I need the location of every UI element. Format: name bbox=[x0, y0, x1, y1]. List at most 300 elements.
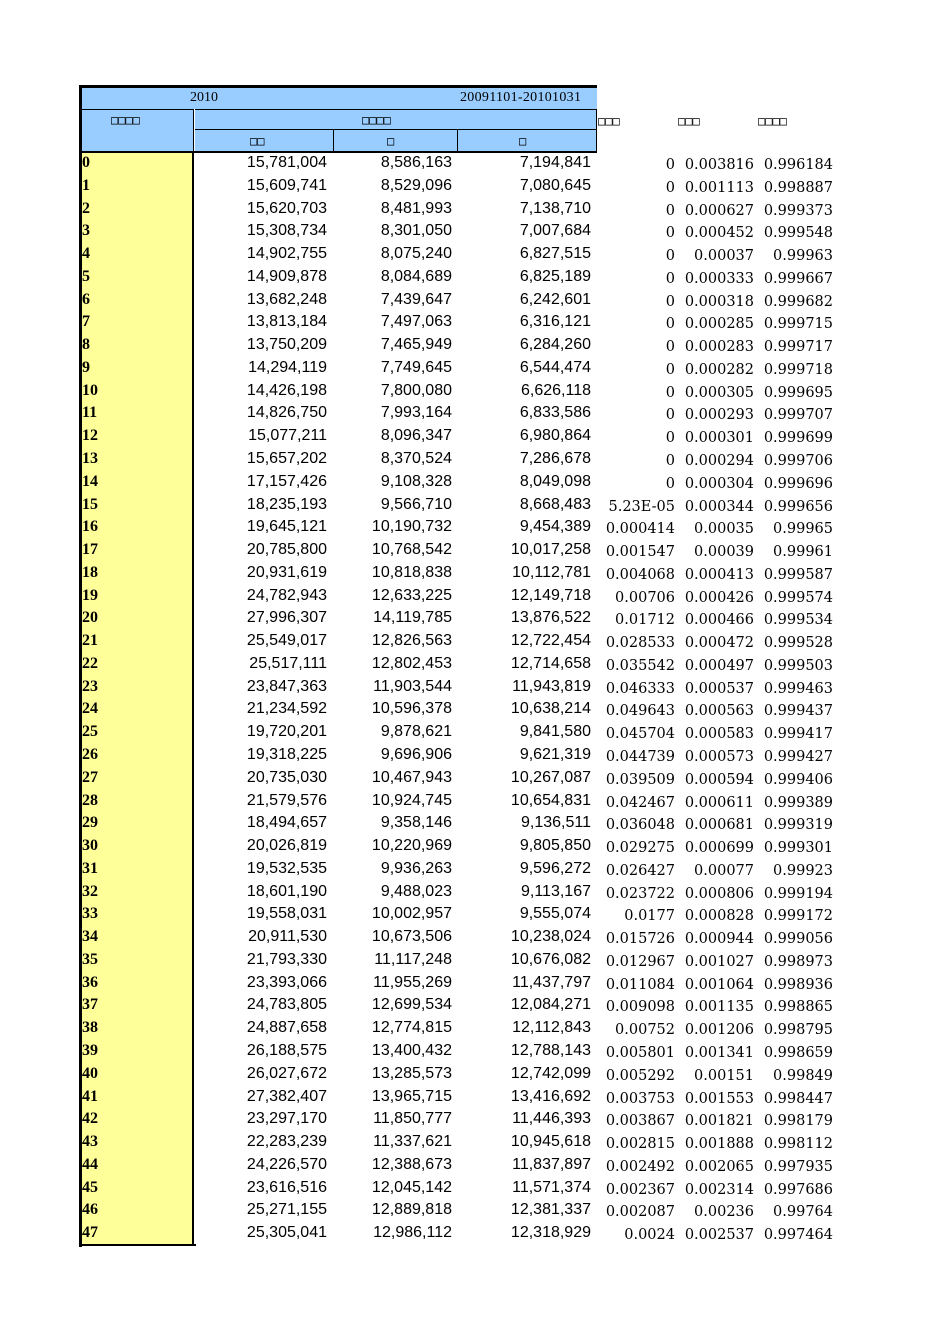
cell-r2[interactable]: 0.000344 bbox=[684, 498, 754, 515]
male-header-cell[interactable] bbox=[334, 130, 458, 152]
cell-total[interactable]: 27,382,407 bbox=[246, 1087, 327, 1105]
cell-age[interactable]: 15 bbox=[82, 495, 98, 513]
cell-r1[interactable]: 0 bbox=[665, 384, 675, 401]
cell-r3[interactable]: 0.999437 bbox=[763, 703, 833, 720]
cell-r1[interactable]: 0.005292 bbox=[605, 1067, 675, 1084]
cell-female[interactable]: 6,242,601 bbox=[519, 290, 591, 308]
cell-age[interactable]: 16 bbox=[82, 518, 98, 536]
cell-r1[interactable]: 0 bbox=[665, 407, 675, 424]
cell-total[interactable]: 19,720,201 bbox=[246, 723, 327, 741]
cell-r2[interactable]: 0.000294 bbox=[684, 453, 754, 469]
cell-male[interactable]: 12,045,142 bbox=[371, 1178, 452, 1196]
cell-male[interactable]: 7,800,080 bbox=[380, 381, 452, 399]
cell-age[interactable]: 33 bbox=[82, 905, 98, 923]
cell-female[interactable]: 8,049,098 bbox=[519, 472, 591, 490]
cell-r1[interactable]: 0.00706 bbox=[615, 589, 675, 606]
cell-female[interactable]: 6,980,864 bbox=[519, 427, 591, 445]
cell-male[interactable]: 9,936,263 bbox=[380, 859, 452, 877]
cell-r1[interactable]: 0.012967 bbox=[605, 953, 675, 970]
cell-r3[interactable]: 0.999406 bbox=[763, 771, 833, 788]
cell-r2[interactable]: 0.000413 bbox=[684, 566, 754, 583]
cell-age[interactable]: 29 bbox=[82, 814, 98, 832]
cell-r3[interactable]: 0.998865 bbox=[763, 999, 833, 1016]
cell-total[interactable]: 15,620,703 bbox=[246, 199, 327, 217]
cell-r1[interactable]: 0.044739 bbox=[605, 749, 675, 766]
cell-age[interactable]: 37 bbox=[82, 996, 98, 1014]
cell-age[interactable]: 2 bbox=[82, 199, 90, 217]
cell-female[interactable]: 10,654,831 bbox=[510, 791, 591, 809]
cell-total[interactable]: 25,271,155 bbox=[246, 1201, 327, 1219]
cell-age[interactable]: 9 bbox=[82, 358, 90, 376]
cell-total[interactable]: 14,902,755 bbox=[246, 245, 327, 263]
cell-r1[interactable]: 0 bbox=[665, 179, 675, 196]
cell-r1[interactable]: 0 bbox=[665, 225, 675, 242]
cell-r2[interactable]: 0.001064 bbox=[684, 976, 754, 993]
cell-female[interactable]: 7,080,645 bbox=[519, 176, 591, 194]
cell-age[interactable]: 1 bbox=[82, 176, 90, 194]
cell-r2[interactable]: 0.002314 bbox=[684, 1181, 754, 1198]
cell-r2[interactable]: 0.000293 bbox=[684, 407, 754, 424]
cell-r3[interactable]: 0.997464 bbox=[763, 1227, 833, 1244]
cell-r3[interactable]: 0.997686 bbox=[763, 1181, 833, 1198]
cell-total[interactable]: 13,750,209 bbox=[246, 336, 327, 354]
cell-female[interactable]: 9,555,074 bbox=[519, 905, 591, 923]
cell-r2[interactable]: 0.001027 bbox=[684, 953, 754, 970]
cell-r2[interactable]: 0.000283 bbox=[684, 339, 754, 356]
cell-r3[interactable]: 0.999696 bbox=[763, 475, 833, 492]
cell-r3[interactable]: 0.999503 bbox=[763, 657, 833, 674]
cell-r1[interactable]: 0.01712 bbox=[615, 612, 675, 629]
cell-r3[interactable]: 0.999463 bbox=[763, 680, 833, 697]
cell-r3[interactable]: 0.998659 bbox=[763, 1045, 833, 1062]
cell-total[interactable]: 15,308,734 bbox=[246, 222, 327, 240]
cell-total[interactable]: 15,781,004 bbox=[246, 154, 327, 171]
cell-r1[interactable]: 0.009098 bbox=[605, 999, 675, 1016]
cell-r2[interactable]: 0.000285 bbox=[684, 316, 754, 333]
cell-total[interactable]: 21,793,330 bbox=[246, 950, 327, 968]
cell-male[interactable]: 8,096,347 bbox=[380, 427, 452, 445]
cell-r2[interactable]: 0.000828 bbox=[684, 908, 754, 925]
cell-male[interactable]: 12,889,818 bbox=[371, 1201, 452, 1219]
cell-female[interactable]: 9,841,580 bbox=[519, 723, 591, 741]
cell-r1[interactable]: 0.023722 bbox=[605, 885, 675, 902]
census-year[interactable]: 2010 bbox=[190, 90, 218, 105]
cell-female[interactable]: 12,788,143 bbox=[510, 1042, 591, 1060]
cell-total[interactable]: 20,911,530 bbox=[248, 928, 327, 946]
cell-r1[interactable]: 0.028533 bbox=[605, 635, 675, 652]
cell-female[interactable]: 7,286,678 bbox=[519, 450, 591, 467]
cell-male[interactable]: 10,002,957 bbox=[371, 905, 452, 923]
cell-r3[interactable]: 0.999706 bbox=[763, 453, 833, 469]
cell-r3[interactable]: 0.999699 bbox=[763, 430, 833, 447]
cell-r2[interactable]: 0.000573 bbox=[684, 749, 754, 766]
cell-total[interactable]: 23,847,363 bbox=[246, 677, 327, 695]
cell-male[interactable]: 11,955,269 bbox=[373, 973, 452, 991]
cell-r3[interactable]: 0.999574 bbox=[763, 589, 833, 606]
cell-r1[interactable]: 0.0177 bbox=[624, 908, 675, 925]
cell-total[interactable]: 26,027,672 bbox=[246, 1064, 327, 1082]
cell-age[interactable]: 44 bbox=[82, 1155, 98, 1173]
cell-male[interactable]: 12,699,534 bbox=[371, 996, 452, 1014]
cell-age[interactable]: 10 bbox=[82, 381, 98, 399]
cell-r1[interactable]: 0.003867 bbox=[605, 1113, 675, 1130]
cell-age[interactable]: 42 bbox=[82, 1110, 98, 1128]
cell-female[interactable]: 11,437,797 bbox=[512, 973, 591, 991]
cell-r1[interactable]: 0.002087 bbox=[605, 1204, 675, 1221]
cell-r2[interactable]: 0.000305 bbox=[684, 384, 754, 401]
cell-female[interactable]: 9,596,272 bbox=[519, 859, 591, 877]
cell-r1[interactable]: 0.049643 bbox=[605, 703, 675, 720]
cell-total[interactable]: 20,735,030 bbox=[246, 768, 327, 786]
cell-r2[interactable]: 0.000472 bbox=[684, 635, 754, 652]
cell-age[interactable]: 24 bbox=[82, 700, 98, 718]
cell-r1[interactable]: 0 bbox=[665, 453, 675, 469]
cell-age[interactable]: 14 bbox=[82, 472, 98, 490]
cell-total[interactable]: 19,558,031 bbox=[246, 905, 327, 923]
cell-r2[interactable]: 0.000611 bbox=[684, 794, 754, 811]
cell-male[interactable]: 10,924,745 bbox=[371, 791, 452, 809]
cell-r2[interactable]: 0.003816 bbox=[684, 157, 754, 173]
cell-total[interactable]: 27,996,307 bbox=[246, 609, 327, 627]
cell-age[interactable]: 39 bbox=[82, 1042, 98, 1060]
cell-r2[interactable]: 0.00151 bbox=[694, 1067, 754, 1084]
cell-r3[interactable]: 0.999056 bbox=[763, 931, 833, 948]
cell-total[interactable]: 23,616,516 bbox=[246, 1178, 327, 1196]
cell-female[interactable]: 12,714,658 bbox=[510, 654, 591, 672]
cell-r2[interactable]: 0.000426 bbox=[684, 589, 754, 606]
cell-r3[interactable]: 0.998936 bbox=[763, 976, 833, 993]
cell-r2[interactable]: 0.001341 bbox=[684, 1045, 754, 1062]
cell-r2[interactable]: 0.002537 bbox=[684, 1227, 754, 1244]
cell-male[interactable]: 7,439,647 bbox=[380, 290, 452, 308]
population-header-cell[interactable] bbox=[195, 109, 597, 130]
cell-male[interactable]: 13,965,715 bbox=[371, 1087, 452, 1105]
cell-r2[interactable]: 0.000333 bbox=[684, 270, 754, 287]
cell-r3[interactable]: 0.998179 bbox=[763, 1113, 833, 1130]
cell-r2[interactable]: 0.000537 bbox=[684, 680, 754, 697]
cell-r2[interactable]: 0.001821 bbox=[684, 1113, 754, 1130]
cell-r2[interactable]: 0.000594 bbox=[684, 771, 754, 788]
cell-r3[interactable]: 0.999534 bbox=[763, 612, 833, 629]
cell-female[interactable]: 8,668,483 bbox=[519, 495, 591, 513]
cell-r3[interactable]: 0.999319 bbox=[763, 817, 833, 834]
cell-age[interactable]: 23 bbox=[82, 677, 98, 695]
cell-total[interactable]: 13,682,248 bbox=[246, 290, 327, 308]
cell-r3[interactable]: 0.99961 bbox=[773, 544, 833, 561]
cell-total[interactable]: 24,783,805 bbox=[246, 996, 327, 1014]
female-header-cell[interactable] bbox=[458, 130, 597, 152]
cell-female[interactable]: 10,017,258 bbox=[510, 541, 591, 559]
cell-r3[interactable]: 0.997935 bbox=[763, 1158, 833, 1175]
cell-female[interactable]: 6,827,515 bbox=[519, 245, 591, 263]
cell-r3[interactable]: 0.999656 bbox=[763, 498, 833, 515]
cell-r2[interactable]: 0.00236 bbox=[694, 1204, 754, 1221]
cell-r2[interactable]: 0.000563 bbox=[684, 703, 754, 720]
cell-female[interactable]: 10,676,082 bbox=[510, 950, 591, 968]
cell-female[interactable]: 7,194,841 bbox=[519, 154, 591, 171]
cell-female[interactable]: 10,238,024 bbox=[510, 928, 591, 946]
cell-r1[interactable]: 0.00752 bbox=[615, 1022, 675, 1039]
cell-male[interactable]: 11,337,621 bbox=[373, 1133, 452, 1151]
cell-age[interactable]: 17 bbox=[82, 541, 98, 559]
reference-period[interactable]: 20091101-20101031 bbox=[460, 90, 582, 105]
cell-male[interactable]: 12,633,225 bbox=[371, 586, 452, 604]
cell-r2[interactable]: 0.001135 bbox=[684, 999, 754, 1016]
cell-female[interactable]: 12,084,271 bbox=[510, 996, 591, 1014]
cell-r3[interactable]: 0.999417 bbox=[763, 726, 833, 743]
cell-r1[interactable]: 0.002492 bbox=[605, 1158, 675, 1175]
cell-r2[interactable]: 0.002065 bbox=[684, 1158, 754, 1175]
cell-r3[interactable]: 0.99923 bbox=[773, 862, 833, 879]
cell-r1[interactable]: 0.005801 bbox=[605, 1045, 675, 1062]
cell-r3[interactable]: 0.999172 bbox=[763, 908, 833, 925]
cell-female[interactable]: 13,416,692 bbox=[510, 1087, 591, 1105]
cell-r3[interactable]: 0.99764 bbox=[773, 1204, 833, 1221]
cell-r1[interactable]: 0.036048 bbox=[605, 817, 675, 834]
cell-r1[interactable]: 0.002815 bbox=[605, 1136, 675, 1153]
cell-total[interactable]: 23,393,066 bbox=[246, 973, 327, 991]
cell-r1[interactable]: 0 bbox=[665, 248, 675, 265]
total-header-cell[interactable] bbox=[195, 130, 334, 152]
cell-male[interactable]: 7,497,063 bbox=[380, 313, 452, 331]
cell-female[interactable]: 9,621,319 bbox=[519, 746, 591, 764]
cell-total[interactable]: 26,188,575 bbox=[246, 1042, 327, 1060]
cell-total[interactable]: 20,785,800 bbox=[246, 541, 327, 559]
cell-female[interactable]: 6,544,474 bbox=[519, 358, 591, 376]
cell-r3[interactable]: 0.999707 bbox=[763, 407, 833, 424]
cell-female[interactable]: 13,876,522 bbox=[510, 609, 591, 627]
cell-female[interactable]: 12,149,718 bbox=[510, 586, 591, 604]
cell-male[interactable]: 10,673,506 bbox=[371, 928, 452, 946]
cell-age[interactable]: 28 bbox=[82, 791, 98, 809]
cell-age[interactable]: 6 bbox=[82, 290, 90, 308]
cell-r3[interactable]: 0.99963 bbox=[773, 248, 833, 265]
cell-r1[interactable]: 0.002367 bbox=[605, 1181, 675, 1198]
cell-r1[interactable]: 0 bbox=[665, 270, 675, 287]
cell-total[interactable]: 24,782,943 bbox=[246, 586, 327, 604]
cell-female[interactable]: 11,943,819 bbox=[512, 677, 591, 695]
cell-total[interactable]: 20,026,819 bbox=[246, 837, 327, 855]
cell-r3[interactable]: 0.999682 bbox=[763, 293, 833, 310]
cell-age[interactable]: 12 bbox=[82, 427, 98, 445]
cell-r1[interactable]: 0 bbox=[665, 157, 675, 173]
cell-female[interactable]: 12,318,929 bbox=[510, 1224, 591, 1242]
cell-male[interactable]: 12,388,673 bbox=[371, 1155, 452, 1173]
cell-total[interactable]: 19,532,535 bbox=[246, 859, 327, 877]
cell-r1[interactable]: 0.035542 bbox=[605, 657, 675, 674]
cell-total[interactable]: 14,294,119 bbox=[248, 358, 327, 376]
cell-male[interactable]: 8,370,524 bbox=[380, 450, 452, 467]
cell-male[interactable]: 10,768,542 bbox=[371, 541, 452, 559]
cell-male[interactable]: 7,749,645 bbox=[380, 358, 452, 376]
cell-r1[interactable]: 0 bbox=[665, 339, 675, 356]
cell-age[interactable]: 43 bbox=[82, 1133, 98, 1151]
cell-r2[interactable]: 0.000304 bbox=[684, 475, 754, 492]
cell-total[interactable]: 19,318,225 bbox=[246, 746, 327, 764]
cell-r1[interactable]: 0.004068 bbox=[605, 566, 675, 583]
cell-r3[interactable]: 0.999373 bbox=[763, 202, 833, 219]
cell-r2[interactable]: 0.001553 bbox=[684, 1090, 754, 1107]
cell-total[interactable]: 23,297,170 bbox=[246, 1110, 327, 1128]
cell-r1[interactable]: 0 bbox=[665, 293, 675, 310]
cell-r1[interactable]: 0.026427 bbox=[605, 862, 675, 879]
cell-male[interactable]: 8,586,163 bbox=[380, 154, 452, 171]
cell-age[interactable]: 40 bbox=[82, 1064, 98, 1082]
cell-total[interactable]: 18,601,190 bbox=[246, 882, 327, 900]
cell-total[interactable]: 14,826,750 bbox=[246, 404, 327, 422]
cell-male[interactable]: 8,481,993 bbox=[380, 199, 452, 217]
cell-r1[interactable]: 0.001547 bbox=[605, 544, 675, 561]
cell-male[interactable]: 11,903,544 bbox=[373, 677, 452, 695]
cell-r2[interactable]: 0.001113 bbox=[684, 179, 754, 196]
cell-female[interactable]: 7,138,710 bbox=[519, 199, 591, 217]
cell-age[interactable]: 21 bbox=[82, 632, 98, 650]
cell-age[interactable]: 34 bbox=[82, 928, 98, 946]
cell-age[interactable]: 35 bbox=[82, 950, 98, 968]
cell-female[interactable]: 12,722,454 bbox=[510, 632, 591, 650]
cell-female[interactable]: 10,945,618 bbox=[510, 1133, 591, 1151]
cell-age[interactable]: 22 bbox=[82, 654, 98, 672]
cell-total[interactable]: 25,305,041 bbox=[246, 1224, 327, 1242]
cell-r1[interactable]: 0.0024 bbox=[624, 1227, 675, 1244]
cell-r1[interactable]: 0.011084 bbox=[605, 976, 675, 993]
cell-r1[interactable]: 0 bbox=[665, 361, 675, 378]
cell-total[interactable]: 25,549,017 bbox=[246, 632, 327, 650]
cell-male[interactable]: 13,285,573 bbox=[371, 1064, 452, 1082]
cell-age[interactable]: 30 bbox=[82, 837, 98, 855]
cell-age[interactable]: 20 bbox=[82, 609, 98, 627]
cell-r1[interactable]: 5.23E-05 bbox=[608, 498, 675, 515]
cell-r1[interactable]: 0.042467 bbox=[605, 794, 675, 811]
cell-male[interactable]: 10,467,943 bbox=[371, 768, 452, 786]
cell-r3[interactable]: 0.999695 bbox=[763, 384, 833, 401]
cell-r1[interactable]: 0.045704 bbox=[605, 726, 675, 743]
cell-age[interactable]: 45 bbox=[82, 1178, 98, 1196]
cell-age[interactable]: 25 bbox=[82, 723, 98, 741]
cell-male[interactable]: 9,878,621 bbox=[380, 723, 452, 741]
cell-r1[interactable]: 0.046333 bbox=[605, 680, 675, 697]
cell-male[interactable]: 12,774,815 bbox=[371, 1019, 452, 1037]
cell-male[interactable]: 9,488,023 bbox=[380, 882, 452, 900]
cell-age[interactable]: 38 bbox=[82, 1019, 98, 1037]
cell-male[interactable]: 9,696,906 bbox=[380, 746, 452, 764]
cell-r3[interactable]: 0.998887 bbox=[763, 179, 833, 196]
cell-female[interactable]: 6,316,121 bbox=[519, 313, 591, 331]
cell-r3[interactable]: 0.999427 bbox=[763, 749, 833, 766]
cell-female[interactable]: 12,381,337 bbox=[510, 1201, 591, 1219]
cell-age[interactable]: 4 bbox=[82, 245, 90, 263]
cell-female[interactable]: 9,454,389 bbox=[519, 518, 591, 536]
cell-age[interactable]: 27 bbox=[82, 768, 98, 786]
cell-r3[interactable]: 0.998112 bbox=[763, 1136, 833, 1153]
cell-age[interactable]: 0 bbox=[82, 154, 90, 171]
cell-female[interactable]: 10,267,087 bbox=[510, 768, 591, 786]
cell-total[interactable]: 13,813,184 bbox=[246, 313, 327, 331]
cell-r2[interactable]: 0.000699 bbox=[684, 840, 754, 857]
cell-age[interactable]: 32 bbox=[82, 882, 98, 900]
cell-age[interactable]: 5 bbox=[82, 267, 90, 285]
cell-male[interactable]: 10,596,378 bbox=[371, 700, 452, 718]
cell-total[interactable]: 22,283,239 bbox=[246, 1133, 327, 1151]
cell-male[interactable]: 11,850,777 bbox=[373, 1110, 452, 1128]
cell-male[interactable]: 13,400,432 bbox=[371, 1042, 452, 1060]
cell-female[interactable]: 9,113,167 bbox=[521, 882, 591, 900]
cell-male[interactable]: 8,084,689 bbox=[380, 267, 452, 285]
cell-r3[interactable]: 0.999194 bbox=[763, 885, 833, 902]
cell-total[interactable]: 19,645,121 bbox=[246, 518, 327, 536]
cell-male[interactable]: 12,802,453 bbox=[371, 654, 452, 672]
cell-female[interactable]: 6,626,118 bbox=[521, 381, 591, 399]
cell-total[interactable]: 21,234,592 bbox=[246, 700, 327, 718]
cell-male[interactable]: 8,529,096 bbox=[380, 176, 452, 194]
cell-r3[interactable]: 0.999717 bbox=[763, 339, 833, 356]
cell-r1[interactable]: 0.029275 bbox=[605, 840, 675, 857]
cell-r2[interactable]: 0.001206 bbox=[684, 1022, 754, 1039]
cell-male[interactable]: 9,358,146 bbox=[380, 814, 452, 832]
cell-female[interactable]: 6,833,586 bbox=[519, 404, 591, 422]
cell-r3[interactable]: 0.999718 bbox=[763, 361, 833, 378]
cell-r2[interactable]: 0.000318 bbox=[684, 293, 754, 310]
cell-r2[interactable]: 0.00035 bbox=[694, 521, 754, 538]
cell-age[interactable]: 26 bbox=[82, 746, 98, 764]
cell-age[interactable]: 36 bbox=[82, 973, 98, 991]
cell-age[interactable]: 19 bbox=[82, 586, 98, 604]
cell-female[interactable]: 11,837,897 bbox=[512, 1155, 591, 1173]
cell-age[interactable]: 3 bbox=[82, 222, 90, 240]
cell-female[interactable]: 6,825,189 bbox=[519, 267, 591, 285]
cell-male[interactable]: 9,566,710 bbox=[380, 495, 452, 513]
cell-age[interactable]: 8 bbox=[82, 336, 90, 354]
cell-female[interactable]: 10,638,214 bbox=[510, 700, 591, 718]
cell-r3[interactable]: 0.99965 bbox=[773, 521, 833, 538]
cell-r2[interactable]: 0.000497 bbox=[684, 657, 754, 674]
cell-female[interactable]: 11,446,393 bbox=[512, 1110, 591, 1128]
cell-r3[interactable]: 0.999548 bbox=[763, 225, 833, 242]
cell-age[interactable]: 7 bbox=[82, 313, 90, 331]
cell-age[interactable]: 46 bbox=[82, 1201, 98, 1219]
cell-r1[interactable]: 0.015726 bbox=[605, 931, 675, 948]
cell-r2[interactable]: 0.000944 bbox=[684, 931, 754, 948]
cell-r1[interactable]: 0.003753 bbox=[605, 1090, 675, 1107]
cell-female[interactable]: 10,112,781 bbox=[512, 563, 591, 581]
cell-age[interactable]: 47 bbox=[82, 1224, 98, 1242]
cell-r3[interactable]: 0.998447 bbox=[763, 1090, 833, 1107]
cell-male[interactable]: 9,108,328 bbox=[380, 472, 452, 490]
cell-total[interactable]: 15,609,741 bbox=[246, 176, 327, 194]
cell-r1[interactable]: 0 bbox=[665, 316, 675, 333]
cell-total[interactable]: 21,579,576 bbox=[246, 791, 327, 809]
cell-male[interactable]: 11,117,248 bbox=[374, 950, 452, 968]
cell-male[interactable]: 10,220,969 bbox=[371, 837, 452, 855]
cell-total[interactable]: 17,157,426 bbox=[246, 472, 327, 490]
cell-r2[interactable]: 0.000301 bbox=[684, 430, 754, 447]
cell-r3[interactable]: 0.999587 bbox=[763, 566, 833, 583]
cell-female[interactable]: 12,742,099 bbox=[510, 1064, 591, 1082]
cell-female[interactable]: 9,805,850 bbox=[519, 837, 591, 855]
cell-female[interactable]: 12,112,843 bbox=[512, 1019, 591, 1037]
cell-total[interactable]: 18,494,657 bbox=[246, 814, 327, 832]
cell-total[interactable]: 14,426,198 bbox=[246, 381, 327, 399]
cell-male[interactable]: 10,818,838 bbox=[371, 563, 452, 581]
cell-total[interactable]: 14,909,878 bbox=[246, 267, 327, 285]
cell-total[interactable]: 25,517,111 bbox=[249, 654, 327, 672]
cell-female[interactable]: 6,284,260 bbox=[519, 336, 591, 354]
cell-r3[interactable]: 0.996184 bbox=[763, 157, 833, 173]
cell-total[interactable]: 15,077,211 bbox=[248, 427, 327, 445]
cell-r3[interactable]: 0.998973 bbox=[763, 953, 833, 970]
cell-total[interactable]: 24,226,570 bbox=[246, 1155, 327, 1173]
cell-r2[interactable]: 0.000452 bbox=[684, 225, 754, 242]
